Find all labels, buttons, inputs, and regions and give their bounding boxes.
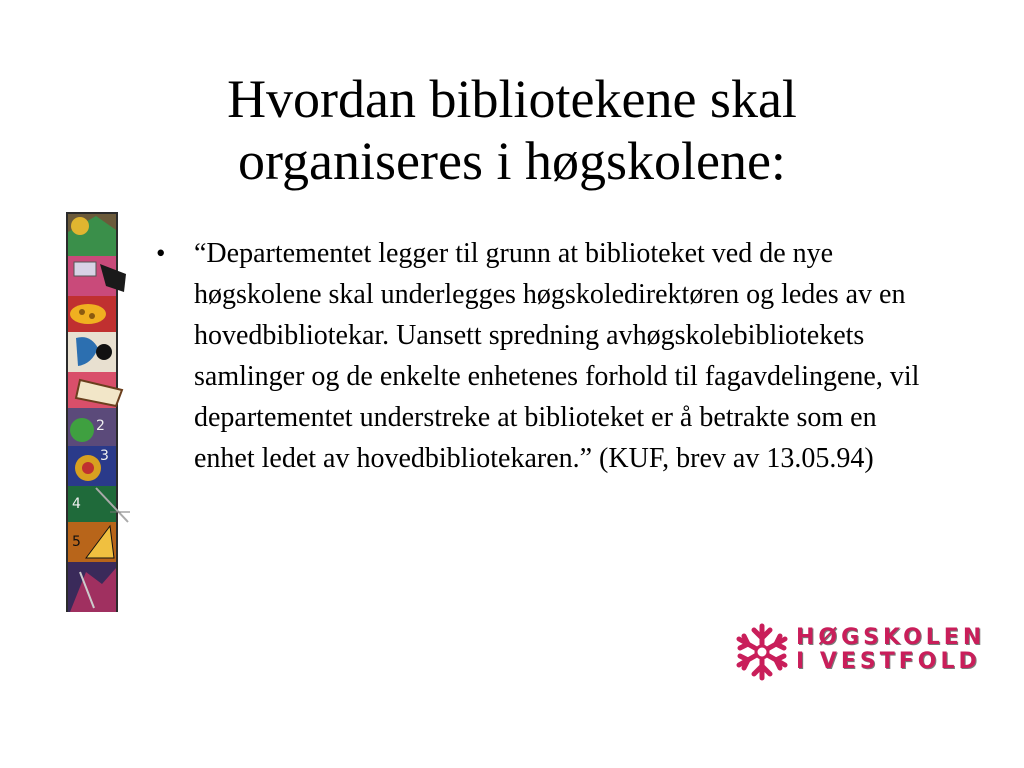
strip-number-5: 5 xyxy=(72,534,81,550)
education-collage-strip-icon xyxy=(66,212,132,612)
logo-line-1: HØGSKOLEN xyxy=(796,625,986,650)
strip-number-4: 4 xyxy=(72,496,81,512)
slide-title xyxy=(100,68,924,192)
logo-wordmark xyxy=(796,626,985,674)
snowflake-emblem-icon xyxy=(732,622,792,682)
slide-title-line-1: Hvordan bibliotekene skal xyxy=(227,69,797,129)
strip-number-2: 2 xyxy=(96,418,105,434)
bullet-list xyxy=(152,233,932,479)
slide-title-line-2: organiseres i høgskolene: xyxy=(238,131,786,191)
bullet-text: “Departementet legger til grunn at biblioteket ved de nye høgskolene skal underlegges høgskoledirektøren og ledes av en hovedbibliotekar. Uansett spredning avhøgskolebibliotekets samlinger og de enkelte enhetenes forhold til fagavdelingene, vil departementet understreke at biblioteket er å betrakte som en enhet ledet av hovedbibliotekaren.” (KUF, brev av 13.05.94) xyxy=(194,238,920,474)
college-logo xyxy=(732,622,986,682)
bullet-marker: • xyxy=(156,238,166,268)
list-item xyxy=(152,233,932,479)
strip-number-3: 3 xyxy=(100,448,109,464)
logo-line-2: I VESTFOLD xyxy=(796,649,981,674)
